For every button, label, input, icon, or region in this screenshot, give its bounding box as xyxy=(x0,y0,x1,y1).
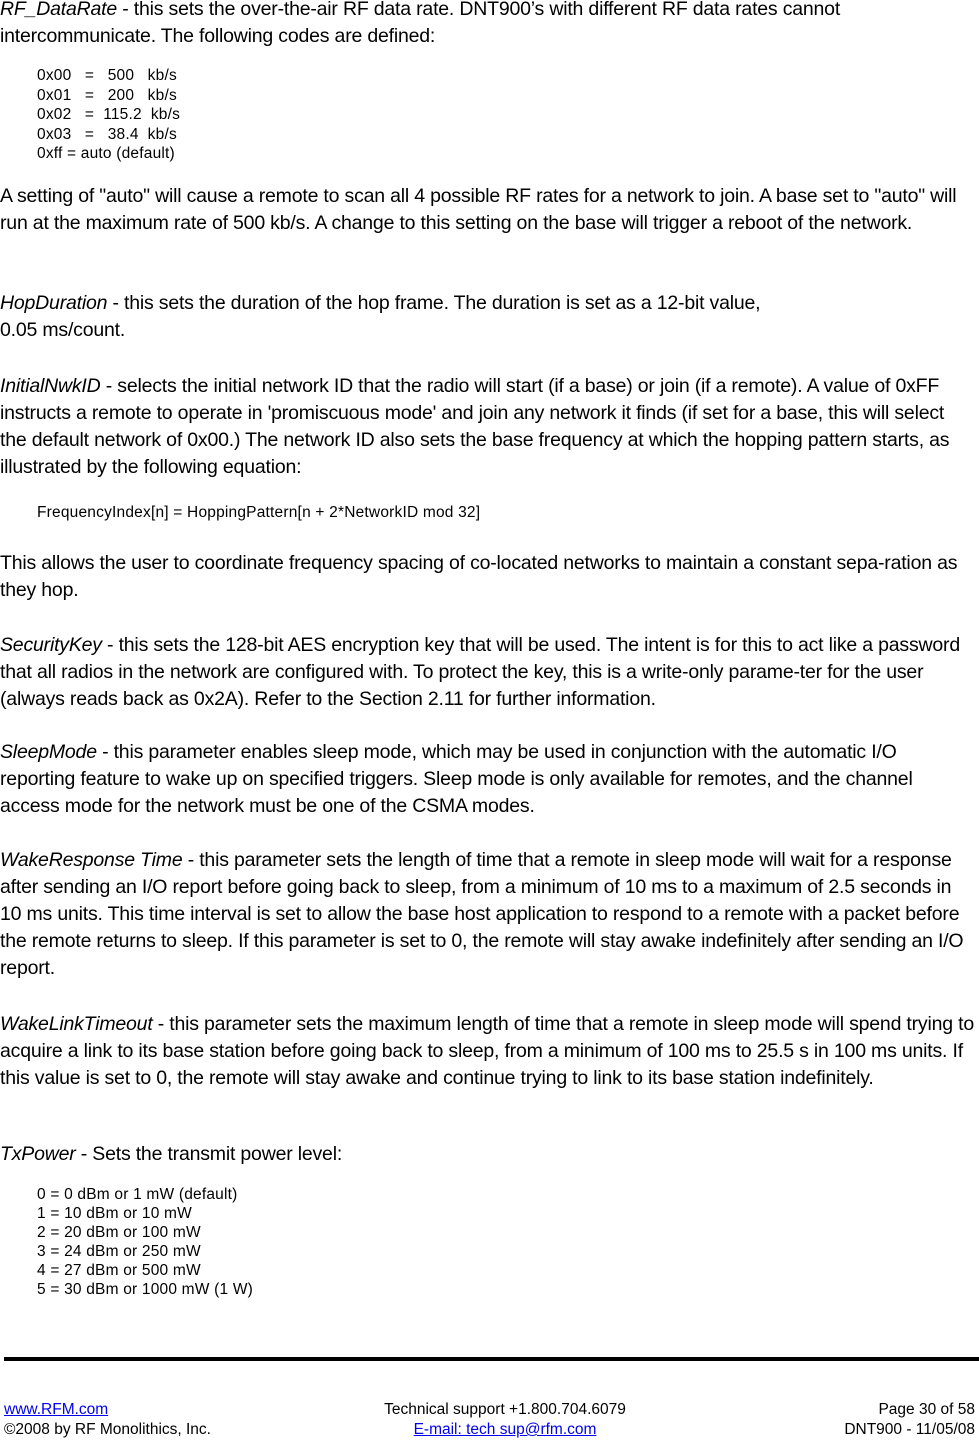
tx-power-level: 5 = 30 dBm or 1000 mW (1 W) xyxy=(37,1281,254,1298)
paragraph-wake-response-time xyxy=(0,847,975,982)
code-line: 0x02 = 115.2 kb/s xyxy=(37,106,181,123)
paragraph-rf-datarate xyxy=(0,0,975,50)
paragraph-initial-nwk-id xyxy=(0,373,975,481)
tx-power-level: 3 = 24 dBm or 250 mW xyxy=(37,1243,201,1260)
equation-block xyxy=(37,503,480,523)
paragraph-tx-power xyxy=(0,1141,975,1168)
footer-center xyxy=(360,1400,650,1440)
support-phone: Technical support +1.800.704.6079 xyxy=(384,1401,626,1418)
paragraph-hop-duration xyxy=(0,290,975,344)
initial-nwk-id-description: - selects the initial network ID that the radio will start (if a base) or join (if a remote). A value of 0xFF instructs a remote to operate in 'promiscuous mode' and join any network it finds (if set for a base, this will select the default network of 0x00.) The network ID also sets the base frequency at which the hopping pattern starts, as illustrated by the following equation: xyxy=(0,375,950,478)
term-initial-nwk-id: InitialNwkID xyxy=(0,375,101,397)
term-hop-duration: HopDuration xyxy=(0,292,108,314)
term-wake-response-time: WakeResponse Time xyxy=(0,849,183,871)
sleep-mode-description: - this parameter enables sleep mode, which may be used in conjunction with the automatic I/O reporting feature to wake up on specified triggers. Sleep mode is only available for remotes, and the channel access mode for the network must be one of the CSMA modes. xyxy=(0,741,913,817)
hop-duration-description: - this sets the duration of the hop frame. The duration is set as a 12-bit value, xyxy=(107,292,761,314)
code-line: 0xff = auto (default) xyxy=(37,145,175,162)
security-key-description: - this sets the 128-bit AES encryption key that will be used. The intent is for this to act like a password that all radios in the network are configured with. To protect the key, this is a write-only parame-ter for the user (always reads back as 0x2A). Refer to the Section 2.11 for further information. xyxy=(0,634,960,710)
term-rf-datarate: RF_DataRate xyxy=(0,0,118,20)
term-wake-link-timeout: WakeLinkTimeout xyxy=(0,1013,153,1035)
footer-divider xyxy=(4,1357,979,1361)
equation-line: FrequencyIndex[n] = HoppingPattern[n + 2*NetworkID mod 32] xyxy=(37,504,481,521)
paragraph-security-key xyxy=(0,632,975,713)
code-line: 0x01 = 200 kb/s xyxy=(37,86,177,104)
paragraph-wake-link-timeout xyxy=(0,1011,975,1092)
paragraph-auto-note: A setting of "auto" will cause a remote to scan all 4 possible RF rates for a network to join. A base set to "auto" will run at the maximum rate of 500 kb/s. A change to this setting on the base will trigger a reboot of the network. xyxy=(0,185,957,234)
paragraph-sleep-mode xyxy=(0,739,975,820)
wake-link-timeout-description: - this parameter sets the maximum length of time that a remote in sleep mode will spend trying to acquire a link to its base station before going back to sleep, from a minimum of 100 ms to 25.5 s in 100 ms units. If this value is set to 0, the remote will stay awake and continue trying to link to its base station indefinitely. xyxy=(0,1013,974,1089)
footer-left xyxy=(4,1400,211,1440)
term-sleep-mode: SleepMode xyxy=(0,741,97,763)
document-id: DNT900 - 11/05/08 xyxy=(844,1421,975,1438)
website-link[interactable]: www.RFM.com xyxy=(4,1401,109,1418)
tx-power-level: 0 = 0 dBm or 1 mW (default) xyxy=(37,1186,238,1203)
paragraph-coordinate-note: This allows the user to coordinate frequency spacing of co-located networks to maintain a constant sepa-ration as they hop. xyxy=(0,552,958,601)
tx-power-level-list xyxy=(37,1185,253,1299)
tx-power-level: 2 = 20 dBm or 100 mW xyxy=(37,1224,201,1241)
rf-datarate-code-list xyxy=(37,66,180,164)
term-security-key: SecurityKey xyxy=(0,634,102,656)
hop-duration-units: 0.05 ms/count. xyxy=(0,319,126,341)
tx-power-level: 4 = 27 dBm or 500 mW xyxy=(37,1262,201,1279)
code-line: 0x03 = 38.4 kb/s xyxy=(37,125,177,143)
tx-power-description: - Sets the transmit power level: xyxy=(75,1143,343,1165)
footer-right xyxy=(844,1400,975,1440)
page-number: Page 30 of 58 xyxy=(878,1401,975,1418)
code-line: 0x00 = 500 kb/s xyxy=(37,67,177,84)
tx-power-level: 1 = 10 dBm or 10 mW xyxy=(37,1205,192,1222)
wake-response-time-description: - this parameter sets the length of time that a remote in sleep mode will wait for a response after sending an I/O report before going back to sleep, from a minimum of 10 ms to a maximum of 2.5 seconds in 10 ms units. This time interval is set to allow the base host application to respond to a remote with a packet before the remote returns to sleep. If this parameter is set to 0, the remote will stay awake indefinitely after sending an I/O report. xyxy=(0,849,964,979)
rf-datarate-description: - this sets the over-the-air RF data rate. DNT900’s with different RF data rates cannot intercommunicate. The following codes are defined: xyxy=(0,0,841,47)
term-tx-power: TxPower xyxy=(0,1143,76,1165)
copyright-text: ©2008 by RF Monolithics, Inc. xyxy=(4,1421,211,1438)
support-email-link[interactable]: E-mail: tech sup@rfm.com xyxy=(413,1421,597,1438)
